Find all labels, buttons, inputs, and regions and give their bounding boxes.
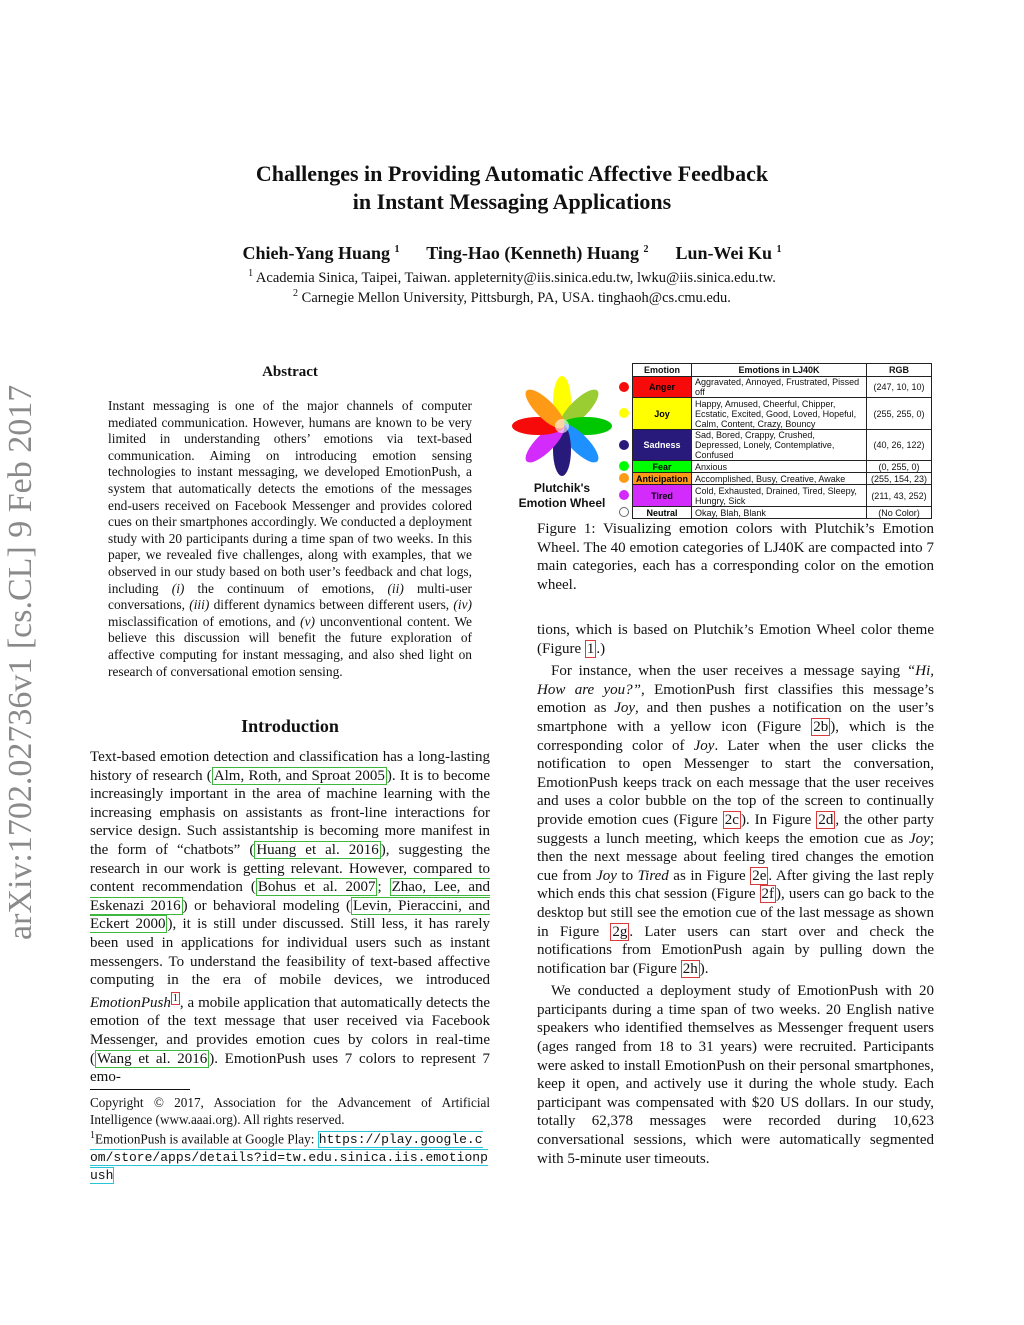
anticipation-color-dot [619,473,629,483]
rgb-cell: (No Color) [867,507,932,519]
abstract-heading: Abstract [262,364,318,380]
lj40k-cell: Sad, Bored, Crappy, Crushed, Depressed, Lonely, Contemplative, Confused [692,430,867,461]
fear-color-dot [619,461,629,471]
table-row [633,398,932,430]
paper-title [0,160,1024,216]
author-list [0,243,1024,264]
google-play-link[interactable]: https://play.google.com/store/apps/details?id=tw.edu.sinica.iis.emotionpush [90,1132,488,1183]
affiliation-1 [0,268,1024,287]
app-footnote: $^1$EmotionPush is available at Google Play: https://play.google.com/store/apps/details?id=tw.edu.sinica.iis.emotionpush [90,1130,488,1183]
figure-link[interactable]: 2e [752,867,767,884]
emotion-table [632,363,932,519]
right-column-body [537,621,934,1168]
table-row [633,507,932,519]
emotion-wheel-figure [508,372,616,480]
figure-link[interactable]: 2c [724,811,739,828]
citation-link[interactable]: Bohus et al. 2007 [257,879,376,896]
table-row [633,377,932,398]
joy-color-dot [619,408,629,418]
lj40k-cell: Aggravated, Annoyed, Frustrated, Pissed off [692,377,867,398]
table-row [633,461,932,473]
paragraph: For instance, when the user receives a message saying “Hi, How are you?”, EmotionPush first classifies this message’s emotion as Joy, and then pushes a notification on the user’s smartphone with a yellow icon (Figure 2b ), which is the corresponding color of Joy. Later when the user clicks the notification to open Messenger to start the conversation, EmotionPush keeps track on each message that the user receives and uses a color bubble on the top of the screen to continually provide emotion cues (Figure 2c ). In Figure 2d , the other party suggests a lunch meeting, which keeps the emotion cue as Joy; then the next message about feeling tired changes the emotion cue from Joy to Tired as in Figure 2e . After giving the last reply which ends this chat session (Figure 2f ), users can go back to the desktop but still see the emotion cue of the last message as shown in Figure 2g . Later users can start over and check the notifications from EmotionPush again by pulling down the notification bar (Figure 2h ). [537,663,935,977]
affiliation-2 [0,288,1024,307]
citation-link[interactable]: Levin, Pieraccini, and Eckert 2000 [90,897,490,933]
abstract-body: Instant messaging is one of the major channels of computer mediated communication. However, humans are known to be very limited in understanding others’ emotions via text-based communication. Aiming on introducing emotion sensing technologies to instant messaging, we developed EmotionPush, a system that automatically detects the emotions of the messages end-users received on Facebook Messenger and provides colored cues on their smartphones accordingly. We conducted a deployment study with 20 participants during a time span of two weeks. In this paper, we revealed five challenges, along with examples, that we observed in our study based on both user’s feedback and chat logs, including (i) the continuum of emotions, (ii) multi-user conversations, (iii) different dynamics between different users, (iv) misclassification of emotions, and (v) unconventional content. We believe this discussion will benefit the future exploration of affective computing for instant messaging, and also shed light on research of conversational emotion sensing. [108,398,473,679]
figure-link[interactable]: 2h [682,960,698,977]
anger-color-dot [619,382,629,392]
table-row [633,485,932,507]
paragraph: We conducted a deployment study of EmotionPush with 20 participants during a time span of two weeks. 20 English native speakers who identified themselves as Messenger frequent users (ages ranged from 18 to 31 years) were recruited. Participants were asked to install EmotionPush on their personal smartphones, keep it open, and actively use it during the whole study. Each participant was compensated with $20 US dollars. In our study, totally 62,378 messages were recorded during 10,623 conversational sessions, which were automatically segmented with 5-minute user timeouts. [537,983,934,1167]
table-row [633,430,932,461]
affiliation-mark: 2 [293,288,299,299]
lj40k-cell: Okay, Blah, Blank [692,507,867,519]
introduction-body: Text-based emotion detection and classification has a long-lasting history of research ( Alm, Roth, and Sproat 2005 ). It is to become increasingly important in the area of machine learning with the increasing emphasis on assistants as front-line interactions for service design. Such assistantship is becoming more manifest in the form of “chatbots” ( Huang et al. 2016 ), suggesting the research in our work is getting relevant. However, compared to content recommendation ( Bohus et al. 2007 ; Zhao, Lee, and Eskenazi 2016 ) or behavioral modeling ( Levin, Pieraccini, and Eckert 2000 ), it is still under discussed. Still less, it has rarely been used in applications for individual users such as instant messengers. To understand the feasibility of text-based affective computing in the era of mobile devices, we introduced EmotionPush $^1$ , a mobile application that automatically detects the emotion of the text message that user received via Facebook Messenger, and provides emotion cues by colors in real-time ( Wang et al. 2016 ). EmotionPush uses 7 colors to represent 7 emo- [90,749,491,1086]
sadness-color-dot [619,440,629,450]
neutral-color-dot [619,507,629,517]
affiliation-text: Academia Sinica, Taipei, Taiwan. appleternity@iis.sinica.edu.tw, lwku@iis.sinica.edu.tw. [255,269,776,286]
author-name: Chieh-Yang Huang [242,243,391,263]
author-name: Ting-Hao (Kenneth) Huang [426,243,639,263]
figure-1-caption: Figure 1: Visualizing emotion colors with Plutchik’s Emotion Wheel. The 40 emotion categories of LJ40K are compacted into 7 main categories, each has a corresponding color on the emotion wheel. [537,521,934,593]
rgb-cell: (211, 43, 252) [867,485,932,507]
affiliation-mark: 1 [248,268,254,279]
affiliation-text: Carnegie Mellon University, Pittsburgh, PA, USA. tinghaoh@cs.cmu.edu. [301,289,731,306]
author-mark: 1 [394,244,400,255]
figure-link[interactable]: 1 [586,640,595,657]
table-row [633,473,932,485]
emotion-cell: Anger [633,377,692,398]
column-header: Emotions in LJ40K [692,364,867,377]
author-mark: 2 [643,244,649,255]
introduction-heading: Introduction [241,716,339,736]
emotion-cell: Anticipation [633,473,692,485]
rgb-cell: (255, 255, 0) [867,398,932,430]
copyright-footnote: Copyright © 2017, Association for the Advancement of Artificial Intelligence (www.aaai.org). All rights reserved. [90,1095,490,1127]
paragraph: tions, which is based on Plutchik’s Emotion Wheel color theme (Figure 1 .) [537,622,934,657]
author-mark: 1 [776,244,782,255]
rgb-cell: (247, 10, 10) [867,377,932,398]
column-header: Emotion [633,364,692,377]
rgb-cell: (255, 154, 23) [867,473,932,485]
citation-link[interactable]: Alm, Roth, and Sproat 2005 [213,767,385,784]
figure-link[interactable]: 2g [612,923,628,940]
footnote-link[interactable]: 1 [172,992,178,1004]
tired-color-dot [619,490,629,500]
emotion-cell: Tired [633,485,692,507]
column-header: RGB [867,364,932,377]
table-header-row [633,364,932,377]
lj40k-cell: Cold, Exhausted, Drained, Tired, Sleepy, Hungry, Sick [692,485,867,507]
citation-link[interactable]: Zhao, Lee, and Eskenazi 2016 [90,879,490,914]
rgb-cell: (0, 255, 0) [867,461,932,473]
lj40k-cell: Happy, Amused, Cheerful, Chipper, Ecstatic, Excited, Good, Loved, Hopeful, Calm, Content, Crazy, Bouncy [692,398,867,430]
rgb-cell: (40, 26, 122) [867,430,932,461]
emotion-wheel-label: Plutchik's Emotion Wheel [518,481,606,510]
lj40k-cell: Accomplished, Busy, Creative, Awake [692,473,867,485]
figure-link[interactable]: 2d [818,811,834,828]
title-line-1: Challenges in Providing Automatic Affective Feedback [255,161,769,186]
author-name: Lun-Wei Ku [675,243,772,263]
citation-link[interactable]: Wang et al. 2016 [97,1050,208,1067]
title-line-2: in Instant Messaging Applications [352,189,672,214]
arxiv-identifier: arXiv:1702.02736v1 [cs.CL] 9 Feb 2017 [2,384,39,940]
footnote-rule [90,1089,190,1090]
emotion-cell: Fear [633,461,692,473]
emotion-cell: Joy [633,398,692,430]
figure-link[interactable]: 2b [813,718,829,735]
lj40k-cell: Anxious [692,461,867,473]
figure-link[interactable]: 2f [761,886,775,903]
emotion-cell: Sadness [633,430,692,461]
citation-link[interactable]: Huang et al. 2016 [256,841,379,858]
emotion-cell: Neutral [633,507,692,519]
